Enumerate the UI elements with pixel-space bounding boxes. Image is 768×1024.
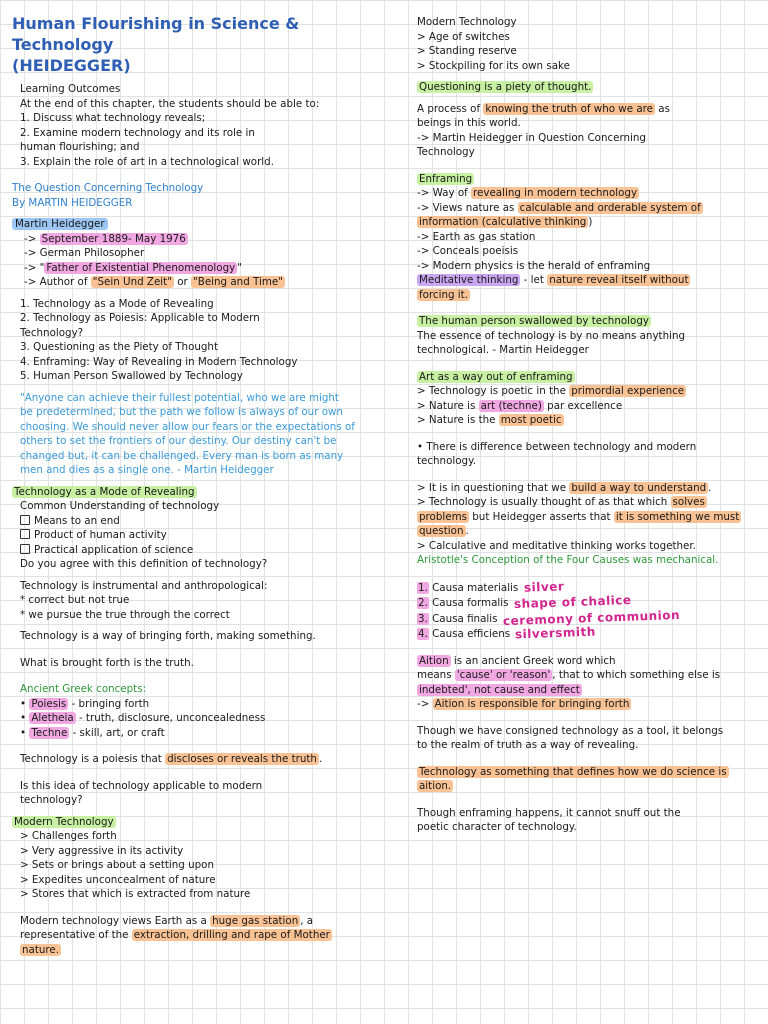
questioning-section: > It is in questioning that we build a way to understand . > Technology is usually thought of as that which solves problems but Heidegger asserts that it is something we must question . > Calculative and meditative thinking works together. xyxy=(417,481,740,552)
greek-concepts: Ancient Greek concepts: • Poiesis - bringing forth • Aletheia - truth, disclosure, unconcealedness • Techne - skill, art, or craft Technology is a poiesis that discloses or reveals the truth . Is this idea of technology applicable to modern technology? xyxy=(20,683,323,806)
handwritten-note: silver xyxy=(523,578,565,595)
right-column xyxy=(417,15,762,835)
art-heading: Art as a way out of enframing xyxy=(419,370,573,383)
enframing-section: Enframing -> Way of revealing in modern technology -> Views nature as calculable and orderable system of information (calculative thinking ) -> Earth as gas station -> Conceals poeisis -> Modern physics is the herald of enframing Meditative thinking - let nature reveal itself without forcing it. xyxy=(417,172,701,301)
modern-tech-right: Modern Technology > Age of switches > Standing reserve > Stockpiling for its own sake xyxy=(417,16,570,72)
checkbox-icon xyxy=(20,544,30,554)
martin-section: Martin Heidegger -> September 1889- May 1976 -> German Philosopher -> " Father of Existential Phenomenology " -> Author of "Sein Und Zeit" or "Being and Time" xyxy=(12,217,404,290)
revealing-section: Technology as a Mode of Revealing Common Understanding of technology Means to an end Product of human activity Practical application of science Do you agree with this definition of technology? Technology is instrumental and anthropological: * correct but not true * we pursue the true through the correct Technology is a way of bringing forth, making something. What is brought forth is the truth. xyxy=(14,485,316,669)
art-section: Art as a way out of enframing > Technology is poetic in the primordial experience > Nature is art (techne) par excellence > Nature is the most poetic xyxy=(417,370,685,426)
handwritten-note: silversmith xyxy=(515,624,597,642)
left-column xyxy=(12,0,404,957)
page-title: Human Flourishing in Science & Technology (HEIDEGGER) xyxy=(12,14,300,75)
checkbox-icon xyxy=(20,515,30,525)
qct-heading: The Question Concerning Technology By MARTIN HEIDEGGER xyxy=(12,182,204,209)
handwritten-note: ceremony of communion xyxy=(502,607,681,628)
swallowed-section: The human person swallowed by technology The essence of technology is by no means anything technological. - Martin Heidegger xyxy=(417,315,686,356)
revealing-heading: Technology as a Mode of Revealing xyxy=(14,485,195,498)
aition-section: Aition is an ancient Greek word which means 'cause' or 'reason' , that to which something else is indebted', not cause and effect -> Aition is responsible for bringing forth Though we have consigned technology as a tool, it belongs to the realm of truth as a way of revealing. Technology as something that defines how we do science is aition. Though enframing happens, it cannot snuff out the poetic character of technology. xyxy=(417,654,727,833)
modern-tech-heading: Modern Technology xyxy=(14,815,114,828)
heidegger-quote: "Anyone can achieve their fullest potential, who we are might be predetermined, but the path we follow is always of our own choosing. We should never allow our fears or the expectations of others to set the frontiers of our destiny. Our destiny can't be changed but, it can be challenged. Every man is born as many men and dies as a single one. - Martin Heidegger xyxy=(20,391,355,476)
learning-outcomes: Learning Outcomes At the end of this chapter, the students should be able to: 1. Discuss what technology reveals; 2. Examine modern technology and its role in human flourishing; and 3. Explain the role of art in a technological world. xyxy=(20,83,320,168)
difference-note: • There is difference between technology and modern technology. xyxy=(417,440,697,467)
enframing-heading: Enframing xyxy=(419,172,473,185)
handwritten-note: shape of chalice xyxy=(513,592,632,612)
checkbox-icon xyxy=(20,529,30,539)
piety-section: Questioning is a piety of thought. A process of knowing the truth of who we are as beings in this world. -> Martin Heidegger in Question Concerning Technology xyxy=(417,81,670,158)
piety-heading: Questioning is a piety of thought. xyxy=(419,81,592,93)
modern-tech-left: Modern Technology > Challenges forth > Very aggressive in its activity > Sets or brings about a setting upon > Expedites unconcealment of nature > Stores that which is extracted from nature Modern technology views Earth as a huge gas station , a representative of the extraction, drilling and rape of Mother nature. xyxy=(14,815,330,956)
topic-list: 1. Technology as a Mode of Revealing 2. Technology as Poiesis: Applicable to Modern Technology? 3. Questioning as the Piety of Thought 4. Enframing: Way of Revealing in Modern Technology 5. Human Person Swallowed by Technology xyxy=(20,297,298,382)
swallowed-heading: The human person swallowed by technology xyxy=(419,315,649,327)
aristotle-section: Aristotle's Conception of the Four Causes was mechanical. 1. Causa materialis silver 2. Causa formalis shape of chalice 3. Causa finalis ceremony of communion 4. Causa efficiens silversmith xyxy=(417,554,719,642)
martin-heading: Martin Heidegger xyxy=(12,218,108,230)
